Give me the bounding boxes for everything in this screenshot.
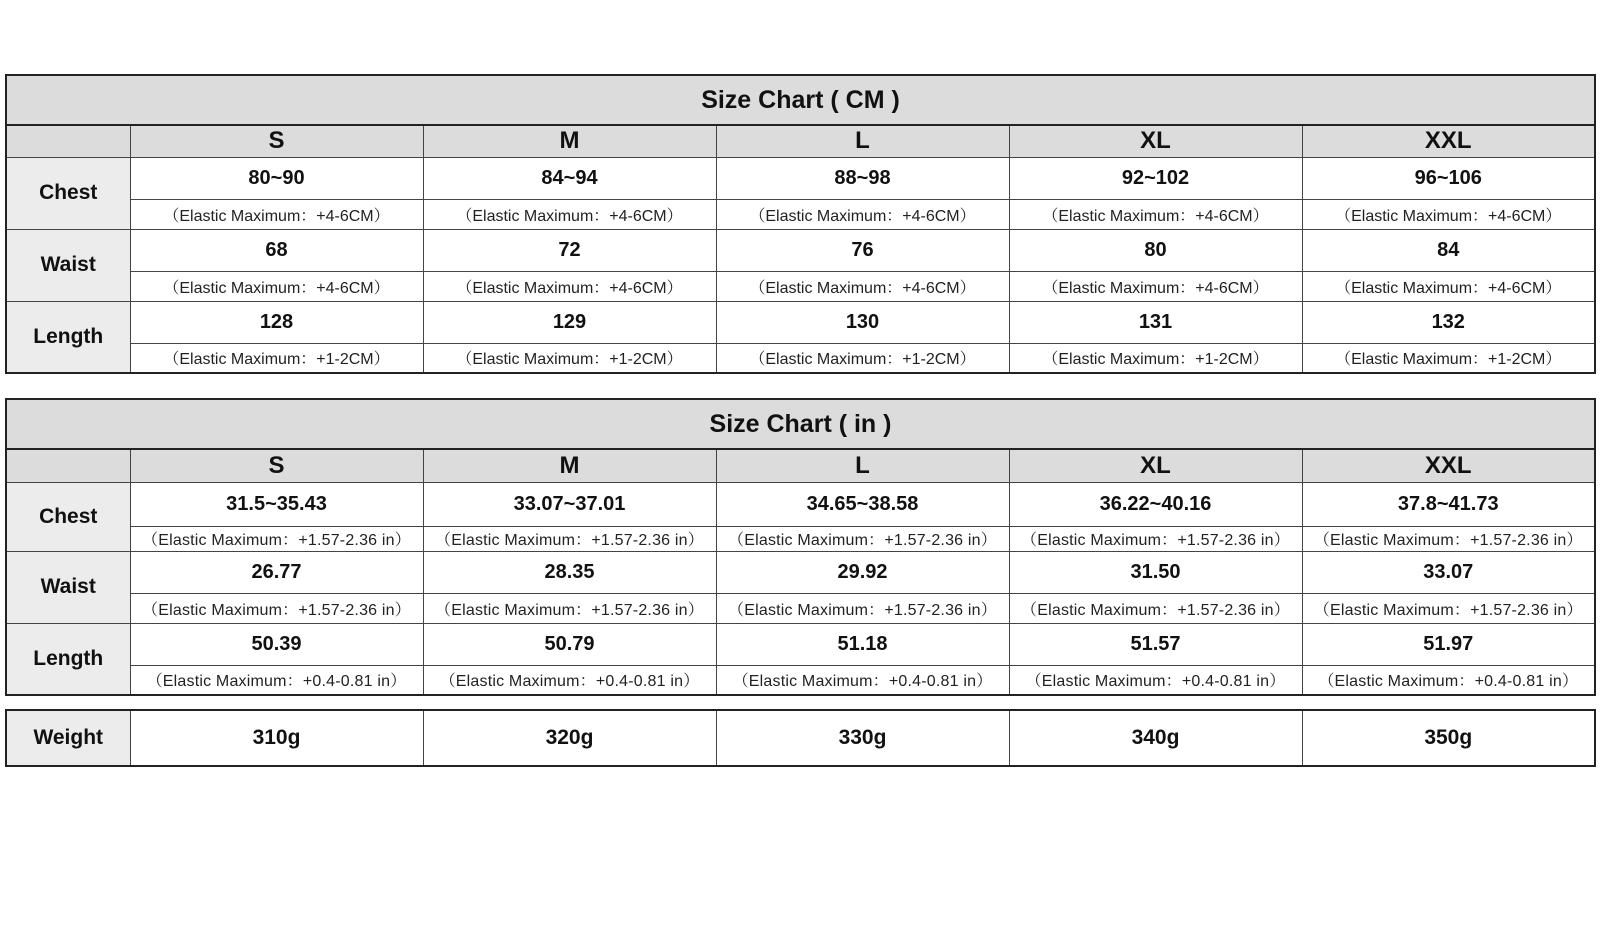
value-cell: 34.65~38.58: [716, 482, 1009, 526]
size-header-xl: XL: [1009, 125, 1302, 157]
value-cell: 84~94: [423, 157, 716, 199]
elastic-note: （Elastic Maximum：+0.4-0.81 in）: [423, 665, 716, 695]
elastic-note: （Elastic Maximum：+1-2CM）: [130, 343, 423, 373]
elastic-note: （Elastic Maximum：+1-2CM）: [1009, 343, 1302, 373]
size-header-s: S: [130, 449, 423, 482]
value-cell: 132: [1302, 301, 1595, 343]
value-cell: 50.79: [423, 623, 716, 665]
size-chart-cm-title: Size Chart ( CM ): [6, 75, 1595, 125]
row-label-length: Length: [6, 301, 130, 373]
elastic-note: （Elastic Maximum：+1.57-2.36 in）: [716, 593, 1009, 623]
elastic-note: （Elastic Maximum：+0.4-0.81 in）: [1302, 665, 1595, 695]
value-cell: 84: [1302, 229, 1595, 271]
corner-cell: [6, 125, 130, 157]
elastic-note: （Elastic Maximum：+0.4-0.81 in）: [716, 665, 1009, 695]
size-header-xl: XL: [1009, 449, 1302, 482]
elastic-note: （Elastic Maximum：+1-2CM）: [716, 343, 1009, 373]
weight-value: 340g: [1009, 710, 1302, 766]
value-cell: 26.77: [130, 551, 423, 593]
corner-cell: [6, 449, 130, 482]
value-cell: 72: [423, 229, 716, 271]
row-label-waist: Waist: [6, 229, 130, 301]
row-label-chest: Chest: [6, 482, 130, 551]
elastic-note: （Elastic Maximum：+4-6CM）: [1302, 271, 1595, 301]
elastic-note: （Elastic Maximum：+1-2CM）: [1302, 343, 1595, 373]
elastic-note: （Elastic Maximum：+4-6CM）: [1009, 199, 1302, 229]
value-cell: 80: [1009, 229, 1302, 271]
value-cell: 129: [423, 301, 716, 343]
size-header-l: L: [716, 125, 1009, 157]
elastic-note: （Elastic Maximum：+4-6CM）: [423, 271, 716, 301]
weight-value: 350g: [1302, 710, 1595, 766]
weight-table: [5, 709, 1596, 767]
elastic-note: （Elastic Maximum：+4-6CM）: [130, 199, 423, 229]
value-cell: 50.39: [130, 623, 423, 665]
row-label-chest: Chest: [6, 157, 130, 229]
elastic-note: （Elastic Maximum：+1.57-2.36 in）: [1302, 593, 1595, 623]
elastic-note: （Elastic Maximum：+4-6CM）: [716, 271, 1009, 301]
value-cell: 51.97: [1302, 623, 1595, 665]
elastic-note: （Elastic Maximum：+1.57-2.36 in）: [423, 526, 716, 551]
value-cell: 76: [716, 229, 1009, 271]
row-label-weight: Weight: [6, 710, 130, 766]
size-chart-in-table: [5, 398, 1596, 696]
value-cell: 33.07: [1302, 551, 1595, 593]
size-chart-in-title: Size Chart ( in ): [6, 399, 1595, 449]
value-cell: 31.5~35.43: [130, 482, 423, 526]
value-cell: 51.57: [1009, 623, 1302, 665]
elastic-note: （Elastic Maximum：+1.57-2.36 in）: [1009, 526, 1302, 551]
value-cell: 128: [130, 301, 423, 343]
elastic-note: （Elastic Maximum：+0.4-0.81 in）: [130, 665, 423, 695]
size-chart-cm-table: [5, 74, 1596, 374]
value-cell: 33.07~37.01: [423, 482, 716, 526]
elastic-note: （Elastic Maximum：+1.57-2.36 in）: [1009, 593, 1302, 623]
value-cell: 80~90: [130, 157, 423, 199]
value-cell: 131: [1009, 301, 1302, 343]
elastic-note: （Elastic Maximum：+1.57-2.36 in）: [716, 526, 1009, 551]
elastic-note: （Elastic Maximum：+1.57-2.36 in）: [130, 593, 423, 623]
weight-value: 330g: [716, 710, 1009, 766]
value-cell: 28.35: [423, 551, 716, 593]
size-header-m: M: [423, 449, 716, 482]
elastic-note: （Elastic Maximum：+4-6CM）: [423, 199, 716, 229]
value-cell: 88~98: [716, 157, 1009, 199]
weight-value: 320g: [423, 710, 716, 766]
value-cell: 68: [130, 229, 423, 271]
value-cell: 31.50: [1009, 551, 1302, 593]
size-header-xxl: XXL: [1302, 125, 1595, 157]
size-header-l: L: [716, 449, 1009, 482]
value-cell: 96~106: [1302, 157, 1595, 199]
elastic-note: （Elastic Maximum：+0.4-0.81 in）: [1009, 665, 1302, 695]
size-header-s: S: [130, 125, 423, 157]
elastic-note: （Elastic Maximum：+1.57-2.36 in）: [423, 593, 716, 623]
value-cell: 51.18: [716, 623, 1009, 665]
elastic-note: （Elastic Maximum：+4-6CM）: [716, 199, 1009, 229]
weight-value: 310g: [130, 710, 423, 766]
size-header-xxl: XXL: [1302, 449, 1595, 482]
row-label-length: Length: [6, 623, 130, 695]
value-cell: 36.22~40.16: [1009, 482, 1302, 526]
elastic-note: （Elastic Maximum：+4-6CM）: [1009, 271, 1302, 301]
value-cell: 29.92: [716, 551, 1009, 593]
size-header-m: M: [423, 125, 716, 157]
row-label-waist: Waist: [6, 551, 130, 623]
elastic-note: （Elastic Maximum：+1.57-2.36 in）: [130, 526, 423, 551]
elastic-note: （Elastic Maximum：+1-2CM）: [423, 343, 716, 373]
elastic-note: （Elastic Maximum：+4-6CM）: [1302, 199, 1595, 229]
value-cell: 37.8~41.73: [1302, 482, 1595, 526]
value-cell: 92~102: [1009, 157, 1302, 199]
elastic-note: （Elastic Maximum：+4-6CM）: [130, 271, 423, 301]
value-cell: 130: [716, 301, 1009, 343]
elastic-note: （Elastic Maximum：+1.57-2.36 in）: [1302, 526, 1595, 551]
